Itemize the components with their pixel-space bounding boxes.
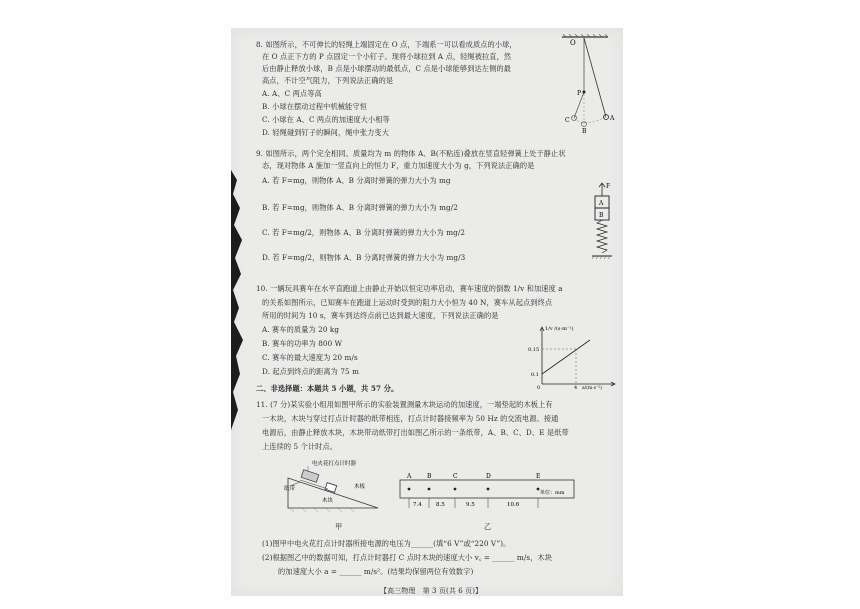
tape-point-b: B — [427, 473, 432, 480]
torn-edge — [231, 170, 249, 430]
caption-jia: 甲 — [335, 522, 343, 531]
label-tape: 纸带 — [284, 486, 296, 492]
tape-gap-ab: 7.4 — [413, 502, 422, 508]
q11-subquestion-2: (2)根据图乙中的数据可知，打点计时器打 C 点时木块的速度大小 v꜀ = ______ m/s，木块 — [262, 553, 552, 562]
label-c: C — [565, 117, 570, 124]
q9-option-b: B. 若 F=mg，则物体 A、B 分离时弹簧的弹力大小为 mg/2 — [262, 203, 458, 212]
y-tick-high: 0.15 — [528, 347, 540, 353]
q8-stem-line: 高点，不计空气阻力，下列说法正确的是 — [262, 76, 394, 85]
label-board: 木板 — [354, 484, 366, 490]
spring-figure — [588, 180, 616, 268]
label-f: F — [606, 183, 611, 190]
tape-gap-bc: 8.5 — [436, 502, 445, 508]
q11-stem-line: 电源后，由静止释放木块，木块带动纸带打出如图乙所示的一条纸带，A、B、C、D、E 是纸带 — [262, 428, 569, 437]
q8-stem-line: 8. 如图所示，不可伸长的轻绳上端固定在 O 点，下端系一可以看成质点的小球， — [256, 40, 517, 49]
section-heading: 二、非选择题：本题共 5 小题，共 57 分。 — [256, 384, 399, 393]
tape-gap-cd: 9.5 — [466, 502, 475, 508]
y-axis-label: 1/v /(s·m⁻¹) — [545, 326, 574, 332]
q10-option-b: B. 赛车的功率为 800 W — [262, 339, 343, 348]
q10-option-a: A. 赛车的质量为 20 kg — [262, 325, 340, 334]
label-o: O — [570, 39, 576, 47]
label-block: 木块 — [322, 498, 334, 504]
q11-stem-line: 11. (7 分)某实验小组用如图甲所示的实验装置测量木块运动的加速度，一端垫起的木板上有 — [256, 400, 553, 409]
q8-option-c: C. 小球在 A、C 两点的加速度大小相等 — [262, 115, 390, 124]
q11-subquestion-2-cont: 的加速度大小 a = ______ m/s²。(结果均保留两位有效数字) — [278, 567, 474, 576]
q9-stem-line: 态，现对物体 A 施加一竖直向上的恒力 F，重力加速度大小为 g，下列说法正确的是 — [262, 161, 535, 170]
origin-label: 0 — [537, 385, 541, 390]
q9-stem-line: 9. 如图所示，两个完全相同、质量均为 m 的物体 A、B(不粘连)叠放在竖直轻弹簧上处于静止状 — [256, 149, 566, 158]
tape-point-e: E — [536, 473, 541, 480]
q10-stem-line: 所用的时间为 10 s，赛车到达终点前已达到最大速度，下列说法正确的是 — [262, 311, 499, 320]
tape-point-a: A — [407, 473, 412, 480]
page-footer: 【高三物理 第 3 页(共 6 页)】 — [380, 587, 483, 595]
paper-tape-figure-yi — [396, 468, 578, 514]
caption-yi: 乙 — [484, 522, 492, 531]
label-a: A — [610, 115, 615, 122]
label-b: B — [582, 128, 587, 134]
q10-stem-line: 的关系如图所示，已知赛车在跑道上运动时受到的阻力大小恒为 40 N，赛车从起点到终点 — [262, 298, 553, 307]
label-p: P — [577, 90, 582, 97]
q8-option-a: A. A、C 两点等高 — [262, 89, 322, 98]
tape-gap-de: 10.6 — [507, 502, 520, 508]
tape-unit: 单位：mm — [540, 490, 565, 496]
q10-option-d: D. 起点到终点的距离为 75 m — [262, 367, 359, 376]
q9-option-d: D. 若 F=mg/2，则物体 A、B 分离时弹簧的弹力大小为 mg/3 — [262, 253, 466, 262]
x-tick: 4 — [574, 385, 578, 390]
label-block-b: B — [599, 212, 604, 219]
q8-stem-line: 后由静止释放小球，B 点是小球摆动的最低点，C 点是小球能够到达左侧的最 — [262, 64, 511, 73]
q11-subquestion-1: (1)图甲中电火花打点计时器所接电源的电压为______(填“6 V”或“220 V”)。 — [262, 539, 511, 548]
tape-point-c: C — [453, 473, 458, 480]
label-timer: 电火花打点计时器 — [312, 461, 357, 467]
y-tick-low: 0.1 — [531, 372, 539, 378]
q8-option-b: B. 小球在摆动过程中机械能守恒 — [262, 102, 367, 111]
q9-option-a: A. 若 F=mg，则物体 A、B 分离时弹簧的弹力大小为 mg — [262, 176, 451, 185]
label-block-a: A — [599, 200, 604, 207]
q10-stem-line: 10. 一辆玩具赛车在水平直跑道上由静止开始以恒定功率启动，赛车速度的倒数 1/v 和加速度 a — [256, 284, 563, 293]
q11-stem-line: 一木块，木块与穿过打点计时器的纸带相连，打点计时器接频率为 50 Hz 的交流电源。接通 — [262, 414, 559, 423]
apparatus-figure-jia — [282, 458, 386, 520]
q11-stem-line: 上连续的 5 个计时点。 — [262, 442, 338, 451]
q8-option-d: D. 轻绳碰到钉子的瞬间，绳中张力变大 — [262, 128, 389, 137]
graph-line — [542, 340, 590, 374]
velocity-acceleration-graph — [528, 322, 620, 390]
q9-option-c: C. 若 F=mg/2，则物体 A、B 分离时弹簧的弹力大小为 mg/2 — [262, 228, 466, 237]
q10-option-c: C. 赛车的最大速度为 20 m/s — [262, 353, 358, 362]
x-axis-label: a/(m·s⁻²) — [582, 386, 602, 390]
q8-stem-line: 在 O 点正下方的 P 点固定一个小钉子。现将小球拉到 A 点，轻绳被拉直，然 — [262, 52, 512, 61]
tape-point-d: D — [486, 473, 491, 480]
pendulum-figure — [556, 34, 618, 134]
